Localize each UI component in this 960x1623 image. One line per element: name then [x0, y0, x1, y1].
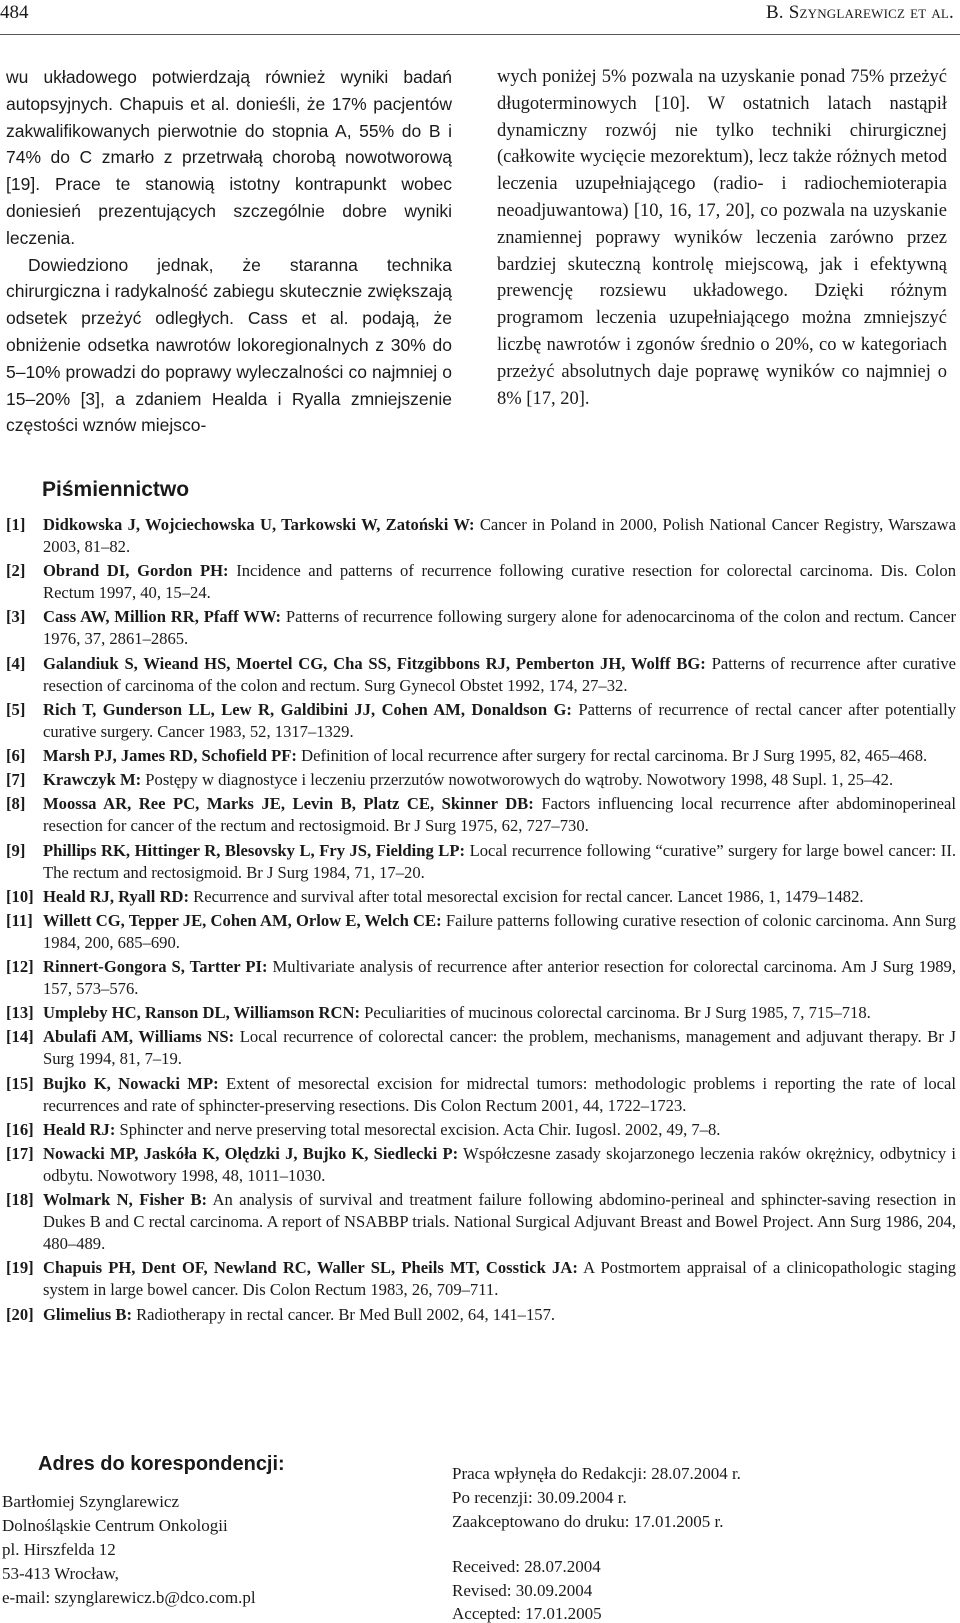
reference-authors: Umpleby HC, Ranson DL, Williamson RCN:	[43, 1003, 361, 1023]
reference-text: Recurrence and survival after total mesorectal excision for rectal cancer. Lancet 1986, 1, 1479–1482.	[189, 886, 864, 906]
reference-body	[43, 514, 956, 558]
reference-body	[43, 1189, 956, 1255]
reference-text: An analysis of survival and treatment failure following abdomino-perineal and sphincter-saving resection in Dukes B and C rectal carcinoma. A report of NSABBP trials. National Surgical Adjuvant Breast and Bowel Project. Ann Surg 1986, 204, 480–489.	[43, 1190, 956, 1254]
reference-authors: Marsh PJ, James RD, Schofield PF:	[43, 745, 297, 765]
header-rule	[0, 34, 960, 35]
reference-authors: Wolmark N, Fisher B:	[43, 1190, 208, 1210]
reference-text: Patterns of recurrence after curative resection of carcinoma of the colon and rectum. Surg Gynecol Obstet 1992, 174, 27–32.	[43, 653, 957, 695]
body-paragraph: wu układowego potwierdzają również wyniki badań autopsyjnych. Chapuis et al. donieśli, że 17% pacjentów zakwalifikowanych pierwotnie do stopnia A, 55% do B i 74% do C zmarło z przetrwałą chorobą nowotworową [19]. Prace te stanowią istotny kontrapunkt wobec doniesień prezentujących szczególnie dobre wyniki leczenia.	[6, 67, 452, 248]
reference-authors: Glimelius B:	[43, 1304, 132, 1324]
address-line: Bartłomiej Szynglarewicz	[2, 1492, 180, 1511]
reference-authors: Heald RJ:	[43, 1119, 116, 1139]
reference-text: Cancer in Poland in 2000, Polish National Cancer Registry, Warszawa 2003, 81–82.	[43, 515, 956, 556]
reference-number: [13]	[6, 1003, 34, 1023]
reference-authors: Chapuis PH, Dent OF, Newland RC, Waller SL, Pheils MT, Cosstick JA:	[43, 1258, 578, 1278]
reference-text: Local recurrence of colorectal cancer: the problem, mechanisms, management and adjuvant therapy. Br J Surg 1994, 81, 7–19.	[43, 1027, 957, 1069]
reference-item	[6, 1026, 956, 1070]
reference-text: Factors influencing local recurrence after abdominoperineal resection for cancer of the rectum and rectosigmoid. Br J Surg 1975, 62, 727–730.	[43, 794, 956, 836]
dates-polish	[452, 1462, 741, 1534]
reference-body	[43, 1026, 956, 1070]
reference-text: Extent of mesorectal excision for midrectal tumors: methodologic problems i reporting the rate of local recurrences and rate of sphincter-preserving resections. Dis Colon Rectum 2001, 44, 1722–1723.	[43, 1073, 956, 1115]
reference-authors: Didkowska J, Wojciechowska U, Tarkowski W, Zatoński W:	[43, 515, 475, 534]
reference-text: Patterns of recurrence following surgery alone for adenocarcinoma of the colon and rectum. Cancer 1976, 37, 2861–2865.	[43, 607, 956, 649]
reference-item	[6, 1073, 956, 1117]
body-paragraph: Dowiedziono jednak, że staranna technika chirurgiczna i radykalność zabiegu skutecznie zwiększają odsetek przeżyć odległych. Cass et al. podają, że obniżenie odsetka nawrotów lokoregionalnych z 30% do 5–10% prowadzi do poprawy wyleczalności co najmniej o 15–20% [3], a zdaniem Healda i Ryalla zmniejszenie częstości wznów miejsco-	[6, 254, 452, 436]
reference-number: [19]	[6, 1258, 34, 1278]
reference-text: Współczesne zasady skojarzonego leczenia raków okrężnicy, odbytnicy i odbytu. Nowotwory 1998, 48, 1011–1030.	[43, 1144, 956, 1185]
reference-text: Postępy w diagnostyce i leczeniu przerzutów nowotworowych do wątroby. Nowotwory 1998, 48 Supl. 1, 25–42.	[141, 770, 894, 790]
reference-body	[43, 1257, 956, 1301]
reference-number: [1]	[6, 515, 26, 534]
reference-body	[43, 745, 956, 767]
reference-body	[43, 840, 956, 884]
reference-authors: Galandiuk S, Wieand HS, Moertel CG, Cha SS, Fitzgibbons RJ, Pemberton JH, Wolff BG:	[43, 653, 706, 673]
reference-number: [10]	[6, 886, 34, 906]
received-date: Received: 28.07.2004	[452, 1557, 601, 1576]
reference-number: [3]	[6, 607, 26, 627]
reference-item	[6, 1119, 956, 1141]
reference-body	[43, 1119, 956, 1141]
reference-authors: Moossa AR, Ree PC, Marks JE, Levin B, Platz CE, Skinner DB:	[43, 794, 534, 814]
reference-body	[43, 769, 956, 791]
reference-item	[6, 514, 956, 558]
reference-authors: Nowacki MP, Jaskóła K, Olędzki J, Bujko K, Siedlecki P:	[43, 1144, 459, 1163]
reference-number: [17]	[6, 1144, 34, 1163]
reference-authors: Phillips RK, Hittinger R, Blesovsky L, Fry JS, Fielding LP:	[43, 840, 466, 860]
reference-text: Patterns of recurrence of rectal cancer after potentially curative surgery. Cancer 1983, 52, 1317–1329.	[43, 699, 956, 741]
reference-body	[43, 793, 956, 837]
reference-authors: Heald RJ, Ryall RD:	[43, 886, 189, 906]
reference-body	[43, 560, 956, 604]
reference-number: [9]	[6, 840, 26, 860]
reference-body	[43, 910, 956, 954]
reference-number: [15]	[6, 1073, 34, 1093]
reference-number: [18]	[6, 1190, 34, 1210]
reference-body	[43, 956, 956, 1000]
reference-number: [14]	[6, 1027, 34, 1047]
reference-text: Peculiarities of mucinous colorectal carcinoma. Br J Surg 1985, 7, 715–718.	[360, 1003, 871, 1023]
revised-date: Revised: 30.09.2004	[452, 1580, 593, 1600]
reference-item	[6, 1257, 956, 1301]
revised-date-pl: Po recenzji: 30.09.2004 r.	[452, 1488, 627, 1507]
left-column	[6, 64, 452, 439]
body-paragraph: wych poniżej 5% pozwala na uzyskanie ponad 75% przeżyć długoterminowych [10]. W ostatnich latach nastąpił dynamiczny rozwój nie tylko techniki chirurgicznej (całkowite wycięcie mezorektum), lecz także różnych metod leczenia uzupełniającego (radio- i radiochemioterapia neoadjuwantowa) [10, 16, 17, 20], co pozwala na uzyskanie znamiennej poprawy wyników leczenia zarówno przez bardziej skuteczną kontrolę miejscową, jak i efektywną prewencję rozsiewu układowego. Dzięki różnym programom leczenia uzupełniającego można zmniejszyć liczbę nawrotów i zgonów średnio o 20%, co w kategoriach przeżyć absolutnych daje poprawę wyników co najmniej o 8% [17, 20].	[497, 67, 947, 409]
reference-text: Sphincter and nerve preserving total mesorectal excision. Acta Chir. Iugosl. 2002, 49, 7–8.	[115, 1119, 721, 1139]
reference-number: [2]	[6, 561, 26, 581]
reference-item	[6, 956, 956, 1000]
address-line: pl. Hirszfelda 12	[2, 1540, 116, 1559]
reference-item	[6, 653, 956, 697]
accepted-date: Accepted: 17.01.2005	[452, 1604, 602, 1623]
reference-item	[6, 745, 956, 767]
reference-body	[43, 653, 956, 697]
page-header	[0, 2, 960, 26]
reference-item	[6, 793, 956, 837]
reference-item	[6, 1143, 956, 1187]
reference-item	[6, 1304, 956, 1326]
reference-body	[43, 1143, 956, 1187]
reference-text: A Postmortem appraisal of a clinicopathologic staging system in large bowel cancer. Dis Colon Rectum 1983, 26, 709–711.	[43, 1258, 956, 1300]
reference-body	[43, 1304, 956, 1326]
reference-body	[43, 1002, 956, 1024]
reference-text: Multivariate analysis of recurrence after anterior resection for colorectal carcinoma. Am J Surg 1989, 157, 573–576.	[43, 957, 956, 999]
reference-authors: Krawczyk M:	[43, 770, 142, 790]
reference-item	[6, 560, 956, 604]
reference-item	[6, 1002, 956, 1024]
reference-number: [4]	[6, 653, 26, 673]
reference-authors: Rinnert-Gongora S, Tartter PI:	[43, 957, 268, 977]
email-line: e-mail: szynglarewicz.b@dco.com.pl	[2, 1588, 256, 1607]
references-list	[6, 514, 956, 1328]
reference-number: [20]	[6, 1304, 34, 1324]
running-head: B. Szynglarewicz et al.	[765, 2, 954, 23]
reference-text: Local recurrence following “curative” surgery for large bowel cancer: II. The rectum and rectosigmoid. Br J Surg 1984, 71, 17–20.	[43, 840, 957, 882]
reference-item	[6, 699, 956, 743]
reference-item	[6, 606, 956, 650]
reference-number: [6]	[6, 745, 26, 765]
reference-number: [11]	[6, 910, 33, 930]
reference-number: [8]	[6, 794, 26, 814]
reference-text: Failure patterns following curative resection of colonic carcinoma. Ann Surg 1984, 200, 685–690.	[43, 910, 957, 952]
reference-text: Definition of local recurrence after surgery for rectal carcinoma. Br J Surg 1995, 82, 465–468.	[296, 745, 928, 765]
reference-number: [5]	[6, 699, 26, 719]
received-date-pl: Praca wpłynęła do Redakcji: 28.07.2004 r.	[452, 1464, 741, 1483]
address-line: 53-413 Wrocław,	[2, 1564, 119, 1583]
reference-authors: Obrand DI, Gordon PH:	[43, 561, 229, 581]
correspondence-heading: Adres do korespondencji:	[38, 1453, 285, 1475]
address-line: Dolnośląskie Centrum Onkologii	[2, 1516, 228, 1535]
reference-body	[43, 1073, 956, 1117]
reference-body	[43, 699, 956, 743]
reference-authors: Bujko K, Nowacki MP:	[43, 1073, 219, 1093]
accepted-date-pl: Zaakceptowano do druku: 17.01.2005 r.	[452, 1512, 724, 1531]
reference-item	[6, 769, 956, 791]
reference-number: [16]	[6, 1119, 34, 1139]
reference-text: Incidence and patterns of recurrence following curative resection for colorectal carcinoma. Dis. Colon Rectum 1997, 40, 15–24.	[43, 561, 957, 603]
reference-text: Radiotherapy in rectal cancer. Br Med Bull 2002, 64, 141–157.	[131, 1304, 556, 1324]
reference-item	[6, 1189, 956, 1255]
reference-body	[43, 606, 956, 650]
dates-english	[452, 1555, 602, 1623]
references-heading: Piśmiennictwo	[42, 478, 190, 501]
right-column	[497, 64, 947, 412]
reference-number: [12]	[6, 957, 34, 977]
reference-authors: Cass AW, Million RR, Pfaff WW:	[43, 607, 282, 627]
reference-authors: Rich T, Gunderson LL, Lew R, Galdibini JJ, Cohen AM, Donaldson G:	[43, 699, 572, 719]
reference-authors: Willett CG, Tepper JE, Cohen AM, Orlow E, Welch CE:	[43, 910, 442, 930]
page-number: 484	[0, 2, 29, 23]
reference-item	[6, 886, 956, 908]
reference-body	[43, 886, 956, 908]
reference-item	[6, 840, 956, 884]
reference-item	[6, 910, 956, 954]
correspondence-address	[2, 1490, 256, 1610]
reference-authors: Abulafi AM, Williams NS:	[43, 1027, 235, 1047]
reference-number: [7]	[6, 770, 26, 790]
